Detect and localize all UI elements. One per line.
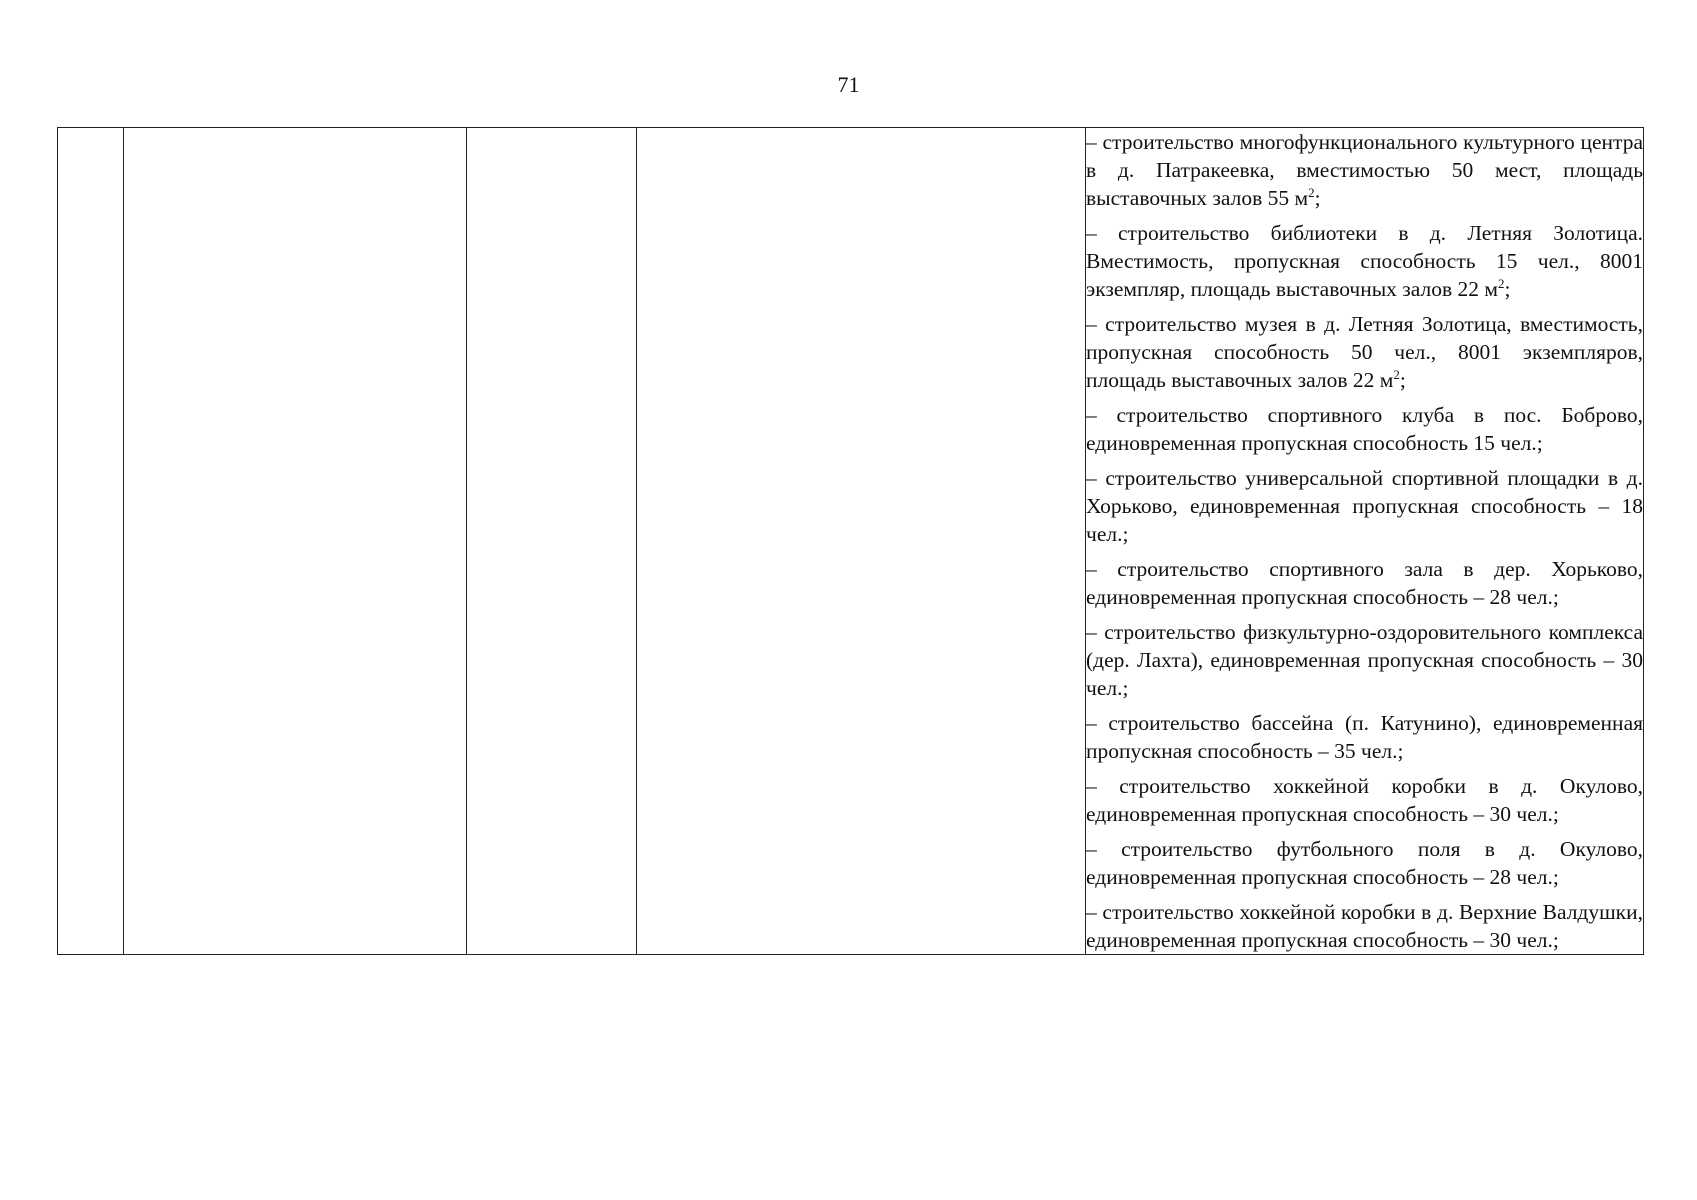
column-1-cell bbox=[58, 128, 124, 955]
list-item: – строительство спортивного клуба в пос. Боброво, единовременная пропускная способность 15 чел.; bbox=[1086, 403, 1643, 455]
list-item: – строительство футбольного поля в д. Окулово, единовременная пропускная способность – 28 чел.; bbox=[1086, 837, 1643, 889]
list-item: – строительство библиотеки в д. Летняя Золотица. Вместимость, пропускная способность 15 чел., 8001 экземпляр, площадь выставочных залов 22 $м^2$; bbox=[1086, 221, 1643, 301]
column-4-cell bbox=[637, 128, 1086, 955]
list-item: – строительство хоккейной коробки в д. Окулово, единовременная пропускная способность – 30 чел.; bbox=[1086, 774, 1643, 826]
list-item: – строительство многофункционального культурного центра в д. Патракеевка, вместимостью 50 мест, площадь выставочных залов 55 $м^2$; bbox=[1086, 130, 1643, 210]
list-item: – строительство музея в д. Летняя Золотица, вместимость, пропускная способность 50 чел., 8001 экземпляров, площадь выставочных залов 22 $м^2$; bbox=[1086, 312, 1643, 392]
list-item: – строительство хоккейной коробки в д. Верхние Валдушки, единовременная пропускная способность – 30 чел.; bbox=[1086, 900, 1643, 952]
table-row bbox=[58, 128, 1644, 955]
list-item: – строительство спортивного зала в дер. Хорьково, единовременная пропускная способность – 28 чел.; bbox=[1086, 557, 1643, 609]
column-3-cell bbox=[467, 128, 637, 955]
column-2-cell bbox=[124, 128, 467, 955]
list-item: – строительство физкультурно-оздоровительного комплекса (дер. Лахта), единовременная пропускная способность – 30 чел.; bbox=[1086, 620, 1643, 700]
measures-cell bbox=[1086, 128, 1644, 955]
document-table bbox=[57, 127, 1644, 955]
list-item: – строительство универсальной спортивной площадки в д. Хорьково, единовременная пропускная способность – 18 чел.; bbox=[1086, 466, 1643, 546]
page-number: 71 bbox=[837, 72, 860, 97]
list-item: – строительство бассейна (п. Катунино), единовременная пропускная способность – 35 чел.; bbox=[1086, 711, 1643, 763]
